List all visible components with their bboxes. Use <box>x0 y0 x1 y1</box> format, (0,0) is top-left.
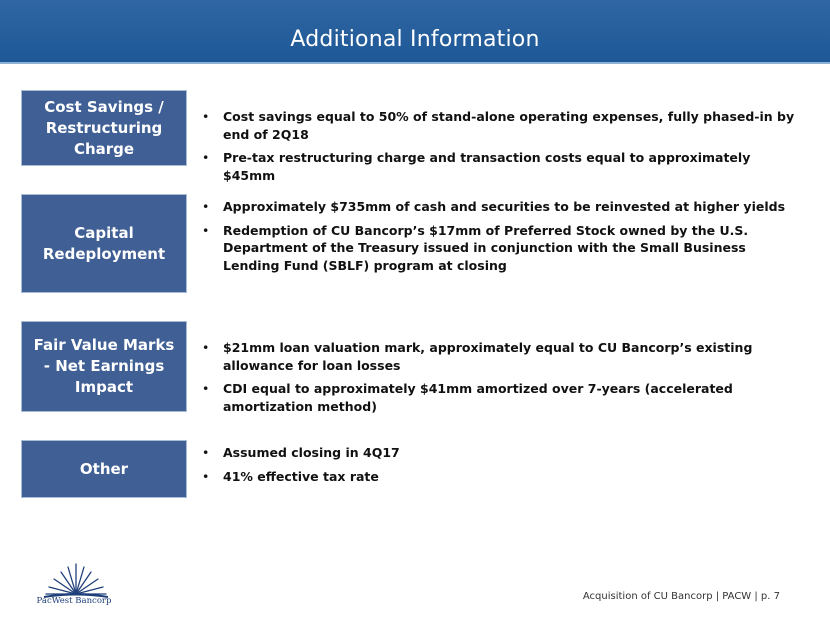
header-bar <box>0 0 830 62</box>
bullet-text: Cost savings equal to 50% of stand-alone operating expenses, fully phased-in by end of 2Q18 <box>223 109 795 142</box>
bullet-item <box>200 339 800 374</box>
bullet-item <box>200 108 800 143</box>
section-label-other: Other <box>21 440 187 498</box>
bullet-text: Approximately $735mm of cash and securities to be reinvested at higher yields <box>223 199 786 214</box>
bullet-text: CDI equal to approximately $41mm amortized over 7-years (accelerated amortization method) <box>223 381 733 414</box>
section-bullets-other <box>200 444 800 491</box>
bullet-text: Pre-tax restructuring charge and transaction costs equal to approximately $45mm <box>223 150 751 183</box>
section-label-capital-redeployment: Capital Redeployment <box>21 194 187 293</box>
bullet-item <box>200 380 800 415</box>
bullet-icon: • <box>202 381 210 396</box>
header-divider <box>0 62 830 64</box>
bullet-icon: • <box>202 340 210 355</box>
bullet-text: 41% effective tax rate <box>223 468 379 484</box>
bullet-text: Redemption of CU Bancorp’s $17mm of Preferred Stock owned by the U.S. Department of the Treasury issued in conjunction with the Small Business Lending Fund (SBLF) program at closing <box>223 222 749 273</box>
bullet-icon: • <box>202 445 210 460</box>
bullet-item <box>200 444 800 462</box>
section-bullets-capital-redeployment <box>200 198 800 280</box>
section-bullets-fair-value-marks <box>200 339 800 421</box>
bullet-icon: • <box>202 468 210 484</box>
bullet-item <box>200 222 800 275</box>
section-label-fair-value-marks: Fair Value Marks - Net Earnings Impact <box>21 321 187 412</box>
bullet-item <box>200 198 800 216</box>
bullet-icon: • <box>202 222 210 238</box>
page-title: Additional Information <box>290 27 540 52</box>
logo-text: PacWest Bancorp <box>36 596 112 606</box>
bullet-icon: • <box>202 109 210 124</box>
footer-text: Acquisition of CU Bancorp | PACW | p. 7 <box>582 591 780 602</box>
section-label-cost-savings: Cost Savings / Restructuring Charge <box>21 90 187 166</box>
bullet-icon: • <box>202 150 210 165</box>
section-bullets-cost-savings <box>200 108 800 190</box>
bullet-text: Assumed closing in 4Q17 <box>223 445 400 460</box>
bullet-icon: • <box>202 199 210 214</box>
bullet-item <box>200 468 800 486</box>
bullet-item <box>200 149 800 184</box>
bullet-text: $21mm loan valuation mark, approximately equal to CU Bancorp’s existing allowance for loan losses <box>223 340 753 373</box>
